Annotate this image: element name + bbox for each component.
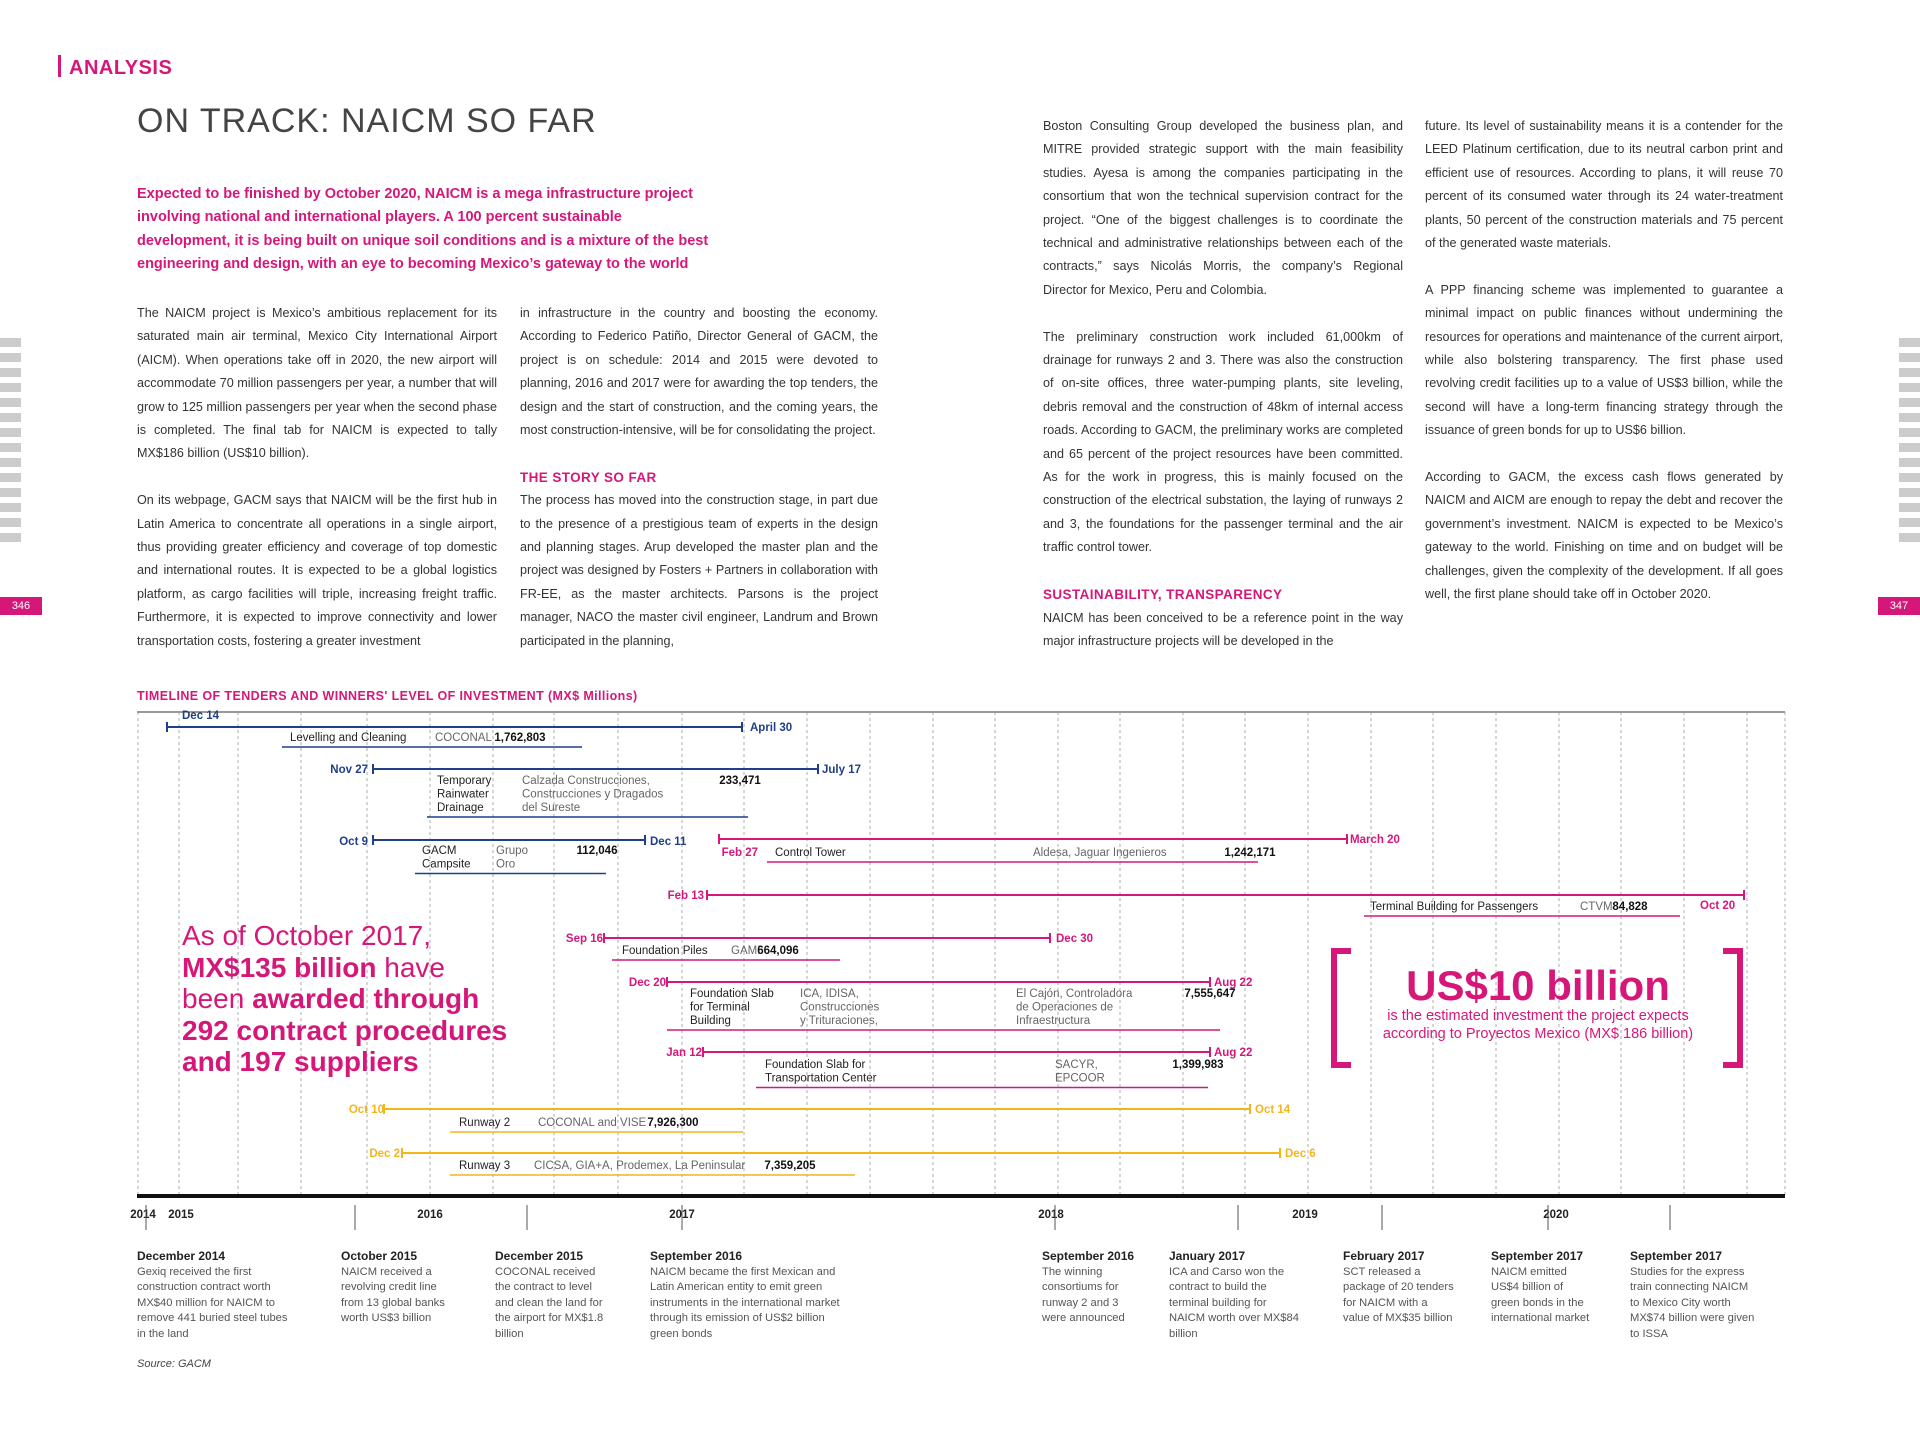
paragraph: A PPP financing scheme was implemented to guarantee a minimal impact on public finances without undermining the resources for operations and maintenance of the current airport, while also bolstering transparency. The first phase used revolving credit facilities up to a value of US$3 billion, while the second will have a long-term financing strategy through the issuance of green bonds for up to US$6 billion. [1425, 282, 1783, 438]
event-date: January 2017 [1169, 1249, 1246, 1263]
standfirst: Expected to be finished by October 2020, NAICM is a mega infrastructure project involving national and international players. A 100 percent sustainable development, it is being built on unique soil conditions and is a mixture of the best engineering and design, with an eye to becoming Mexico’s gateway to the world [137, 186, 709, 272]
event-text: SCT released a [1343, 1265, 1421, 1278]
tender-start-date: Sep 16 [565, 933, 603, 945]
caption-line: according to Proyectos Mexico (MX$ 186 billion) [1382, 1026, 1694, 1042]
event-text: The winning [1042, 1265, 1103, 1278]
page-number-right: 347 [1878, 597, 1920, 615]
tender-name: Terminal Building for Passengers [1370, 901, 1539, 913]
event-text: worth US$3 billion [341, 1312, 432, 1325]
tender-winner: Aldesa, Jaguar Ingenieros [1033, 847, 1167, 859]
year-tick-label: 2016 [417, 1209, 443, 1221]
event-text: international market [1491, 1312, 1590, 1325]
caption-line: is the estimated investment the project expects [1387, 1008, 1689, 1024]
year-tick-label: 2017 [669, 1209, 695, 1221]
year-tick-label: 2020 [1543, 1209, 1569, 1221]
event-text: from 13 global banks [341, 1296, 445, 1309]
event-leader [1177, 1220, 1238, 1230]
tender-winner: Construcciones y Dragados [522, 788, 664, 801]
tender-amount: 664,096 [757, 945, 799, 957]
paragraph: The process has moved into the construction stage, in part due to the presence of a prestigious team of experts in the design and planning stages. Arup developed the master plan and the project was designed by Fosters + Partners in collaboration with FR-EE, as the master architects. Parsons is the project manager, NACO the master civil engineer, Landrum and Brown participated in the planning, [520, 493, 878, 648]
tender-name: Runway 2 [459, 1117, 511, 1129]
tender-winner: Grupo [496, 845, 528, 857]
event-text: billion [1169, 1327, 1198, 1340]
callout-line: been [182, 983, 253, 1014]
event-text: contract to build the [1169, 1281, 1267, 1294]
event-text: US$4 billion of [1491, 1281, 1564, 1294]
investment-callout [182, 920, 542, 1078]
event-text: NAICM worth over MX$84 [1169, 1312, 1299, 1325]
year-tick-label: 2014 [130, 1209, 156, 1221]
callout-highlight: awarded through [252, 983, 480, 1014]
event-text: runway 2 and 3 [1042, 1296, 1119, 1309]
tender-winner: ICA, IDISA, [800, 988, 859, 1000]
tender-winner: CICSA, GIA+A, Prodemex, La Peninsular [534, 1160, 746, 1172]
tender-start-date: Nov 27 [330, 764, 368, 776]
event-text: MX$40 million for NAICM to [137, 1296, 276, 1309]
tender-winner: COCONAL and VISE [538, 1117, 647, 1129]
tender-end-date: Oct 20 [1700, 900, 1736, 912]
body-column-4 [1425, 115, 1783, 630]
tender-end-date: July 17 [822, 764, 861, 776]
paragraph: future. Its level of sustainability means it is a contender for the LEED Platinum certification, due to its neutral carbon print and efficient use of resources. According to plans, it will reuse 70 percent of its consumed water through its 24 water-treatment plants, 50 percent of the construction materials and 75 percent of the generated waste materials. [1425, 119, 1783, 251]
event-text: ICA and Carso won the [1169, 1265, 1285, 1278]
event-text: package of 20 tenders [1343, 1281, 1454, 1294]
section-tag [58, 55, 172, 80]
event-date: September 2016 [650, 1249, 743, 1263]
paragraph: On its webpage, GACM says that NAICM will be the first hub in Latin America to concentrate all operations in a single airport, thus providing greater efficiency and coverage of top domestic and international routes. It is expected to be a global logistics platform, as cargo facilities will triple, increasing freight traffic. Furthermore, it is expected to improve connectivity and lower transportation costs, fostering a greater investment [137, 493, 497, 648]
big-figure-caption [1338, 1007, 1738, 1043]
tender-end-date: Oct 14 [1255, 1104, 1291, 1116]
tender-start-date: Dec 20 [628, 977, 666, 989]
callout-highlight: 292 contract procedures [182, 1014, 508, 1046]
tender-end-date: April 30 [750, 722, 793, 734]
tender-winner: EPCOOR [1055, 1072, 1105, 1085]
tender-winner: Calzada Construcciones, [522, 775, 650, 787]
tender-name: Temporary [437, 775, 492, 787]
event-text: the airport for MX$1.8 [495, 1312, 604, 1325]
tender-winner: y Trituraciones, [800, 1015, 878, 1027]
event-text: revolving credit line [341, 1281, 437, 1294]
tender-name: Building [690, 1015, 731, 1027]
tender-amount: 1,399,983 [1172, 1059, 1224, 1071]
event-leader [1499, 1220, 1548, 1230]
event-leader [503, 1220, 527, 1230]
tender-name: GACM [422, 845, 457, 857]
timeline-event [341, 1249, 445, 1327]
event-leader [1638, 1220, 1670, 1230]
section-bar [58, 55, 61, 77]
tender-winner: COCONAL [435, 732, 492, 744]
event-text: terminal building for [1169, 1296, 1267, 1309]
event-text: NAICM received a [341, 1265, 432, 1278]
tender-name: Levelling and Cleaning [290, 732, 407, 744]
event-text: for NAICM with a [1343, 1296, 1428, 1309]
timeline-event [1630, 1249, 1754, 1343]
tender-start-date: Feb 13 [667, 890, 704, 902]
callout-highlight: MX$135 billion [182, 951, 377, 983]
section-label: ANALYSIS [69, 57, 173, 79]
event-text: green bonds in the [1491, 1296, 1584, 1309]
tender-name: for Terminal [690, 1001, 750, 1014]
tender-amount: 84,828 [1612, 901, 1648, 913]
page-title: ON TRACK: NAICM SO FAR [137, 102, 597, 140]
event-text: to ISSA [1630, 1327, 1668, 1340]
callout-highlight: and 197 suppliers [182, 1046, 419, 1077]
tender-end-date: Aug 22 [1214, 977, 1253, 989]
year-tick-label: 2015 [168, 1209, 194, 1221]
timeline-event [137, 1249, 288, 1343]
event-text: billion [495, 1327, 524, 1340]
timeline-year-ticks [130, 1209, 1569, 1221]
tender-amount: 7,926,300 [647, 1117, 699, 1129]
event-text: were announced [1042, 1312, 1125, 1325]
paragraph: The NAICM project is Mexico’s ambitious replacement for its saturated main air terminal, Mexico City International Airport (AICM). When operations take off in 2020, the new airport will accommodate 70 million passengers per year, a number that will grow to 125 million passengers per year when the second phase is completed. The final tab for NAICM is expected to tally MX$186 billion (US$10 billion). [137, 306, 497, 461]
tender-amount: 1,762,803 [494, 732, 546, 744]
tender-winner: Infraestructura [1016, 1015, 1091, 1027]
event-leader [145, 1220, 146, 1230]
tender-name: Campsite [422, 858, 471, 871]
tender-end-date: Dec 6 [1285, 1148, 1316, 1160]
event-text: MX$74 billion were given [1630, 1312, 1755, 1325]
event-text: through its emission of US$2 billion [650, 1312, 825, 1325]
tender-winner: GAMI [731, 945, 761, 957]
tender-name: Foundation Slab for [765, 1059, 866, 1071]
tender-end-date: March 20 [1350, 834, 1400, 846]
timeline-title: TIMELINE OF TENDERS AND WINNERS' LEVEL OF INVESTMENT (MX$ Millions) [137, 689, 638, 703]
tender-name: Foundation Slab [690, 988, 774, 1000]
big-figure-value: US$10 billion [1406, 962, 1670, 1009]
event-text: consortiums for [1042, 1281, 1119, 1294]
left-edge-marks [0, 338, 21, 548]
tender-name: Rainwater [437, 788, 489, 801]
tender-amount: 1,242,171 [1224, 847, 1276, 859]
tender-name: Drainage [437, 802, 484, 814]
event-date: October 2015 [341, 1249, 418, 1263]
tender-start-date: Dec 14 [182, 710, 220, 722]
tender-name: Runway 3 [459, 1160, 511, 1172]
right-edge-marks [1899, 338, 1920, 548]
tender-end-date: Dec 11 [650, 836, 687, 848]
tender-winner: SACYR, [1055, 1059, 1098, 1071]
event-date: December 2015 [495, 1249, 584, 1263]
paragraph: Boston Consulting Group developed the business plan, and MITRE provided strategic support with the main feasibility studies. Ayesa is among the companies participating in the consortium that won the technical supervision contract for the project. “One of the biggest challenges is to coordinate the technical and administrative relationships between each of the contracts,” says Nicolás Morris, the company’s Regional Director for Mexico, Peru and Colombia. [1043, 119, 1403, 297]
paragraph: The preliminary construction work included 61,000km of drainage for runways 2 and 3. There was also the construction of on-site offices, three water-pumping plants, site leveling, debris removal and the construction of 48km of internal access roads. According to GACM, the preliminary works are completed and 65 percent of the project resources have been committed. As for the work in progress, this is mainly focused on the construction of the electrical substation, the laying of runways 2 and 3, the foundations for the passenger terminal and the air traffic control tower. [1043, 329, 1403, 555]
tender-amount: 233,471 [719, 775, 761, 787]
tender-amount: 112,046 [576, 845, 618, 857]
tender-name: Transportation Center [765, 1072, 877, 1085]
tender-winner: del Sureste [522, 802, 581, 814]
event-leader [1351, 1220, 1382, 1230]
event-date: September 2017 [1491, 1249, 1584, 1263]
event-text: the contract to level [495, 1281, 593, 1294]
timeline-event [1169, 1249, 1299, 1343]
body-column-3 [1043, 115, 1403, 677]
timeline-event [495, 1249, 603, 1343]
event-text: instruments in the international market [650, 1296, 840, 1309]
callout-line: As of October 2017, [182, 920, 432, 951]
event-date: December 2014 [137, 1249, 226, 1263]
event-text: remove 441 buried steel tubes [137, 1312, 288, 1325]
tender-winner: El Cajón, Controladora [1016, 988, 1133, 1000]
event-date: September 2016 [1042, 1249, 1135, 1263]
event-leader [658, 1220, 682, 1230]
tender-winner: de Operaciones de [1016, 1001, 1114, 1014]
tender-name: Control Tower [775, 847, 846, 859]
event-text: NAICM became the first Mexican and [650, 1265, 836, 1278]
subheading: SUSTAINABILITY, TRANSPARENCY [1043, 587, 1283, 603]
event-text: value of MX$35 billion [1343, 1312, 1453, 1325]
tender-end-date: Dec 30 [1056, 933, 1094, 945]
tender-end-date: Aug 22 [1214, 1047, 1253, 1059]
tender-name: Foundation Piles [622, 945, 708, 957]
body-column-2 [520, 302, 878, 676]
year-tick-label: 2018 [1038, 1209, 1064, 1221]
subheading: THE STORY SO FAR [520, 469, 657, 485]
timeline-event [1343, 1249, 1454, 1327]
event-text: Studies for the express [1630, 1265, 1745, 1278]
event-leader-lines [143, 1205, 1670, 1230]
tender-amount: 7,359,205 [764, 1160, 816, 1172]
event-leader [1050, 1220, 1055, 1230]
tender-start-date: Feb 27 [721, 847, 758, 859]
timeline-event [650, 1249, 840, 1343]
source-note: Source: GACM [137, 1358, 211, 1370]
event-text: train connecting NAICM [1630, 1281, 1749, 1294]
timeline-event [1491, 1249, 1589, 1327]
tender-start-date: Dec 2 [369, 1148, 400, 1160]
year-tick-label: 2019 [1292, 1209, 1318, 1221]
timeline-event [1042, 1249, 1134, 1327]
tender-amount: 7,555,647 [1184, 988, 1236, 1000]
event-text: Gexiq received the first [137, 1265, 252, 1278]
page-number-left: 346 [0, 597, 42, 615]
event-text: Latin American entity to emit green [650, 1281, 823, 1294]
tender-winner: Oro [496, 858, 516, 871]
event-text: NAICM emitted [1491, 1265, 1567, 1278]
paragraph: in infrastructure in the country and boosting the economy. According to Federico Patiño, Director General of GACM, the project is on schedule: 2014 and 2015 were devoted to planning, 2016 and 2017 were for awarding the top tenders, the design and the start of construction, and the coming years, the most construction-intensive, will be for consolidating the project. [520, 306, 878, 438]
event-text: in the land [137, 1327, 189, 1340]
tender-start-date: Jan 12 [666, 1047, 702, 1059]
event-date: September 2017 [1630, 1249, 1723, 1263]
tender-winner: CTVM [1580, 901, 1613, 913]
event-leader [349, 1220, 355, 1230]
tender-winner: Construcciones [800, 1001, 880, 1014]
tender-start-date: Oct 9 [339, 836, 368, 848]
paragraph: According to GACM, the excess cash flows generated by NAICM and AICM are enough to repay the debt and recover the government’s investment. NAICM is expected to be Mexico’s gateway to the world. Finishing on time and on budget will be challenges, given the complexity of the development. If all goes well, the first plane should take off in October 2020. [1425, 470, 1783, 602]
body-column-1 [137, 302, 497, 676]
event-text: to Mexico City worth [1630, 1296, 1731, 1309]
event-date: February 2017 [1343, 1249, 1425, 1263]
event-text: green bonds [650, 1327, 713, 1340]
event-text: COCONAL received [495, 1265, 596, 1278]
event-text: and clean the land for [495, 1296, 603, 1309]
event-text: construction contract worth [137, 1281, 271, 1294]
tender-start-date: Oct 10 [348, 1104, 384, 1116]
callout-line: have [376, 951, 445, 983]
paragraph: NAICM has been conceived to be a reference point in the way major infrastructure projects will be developed in the [1043, 610, 1403, 648]
